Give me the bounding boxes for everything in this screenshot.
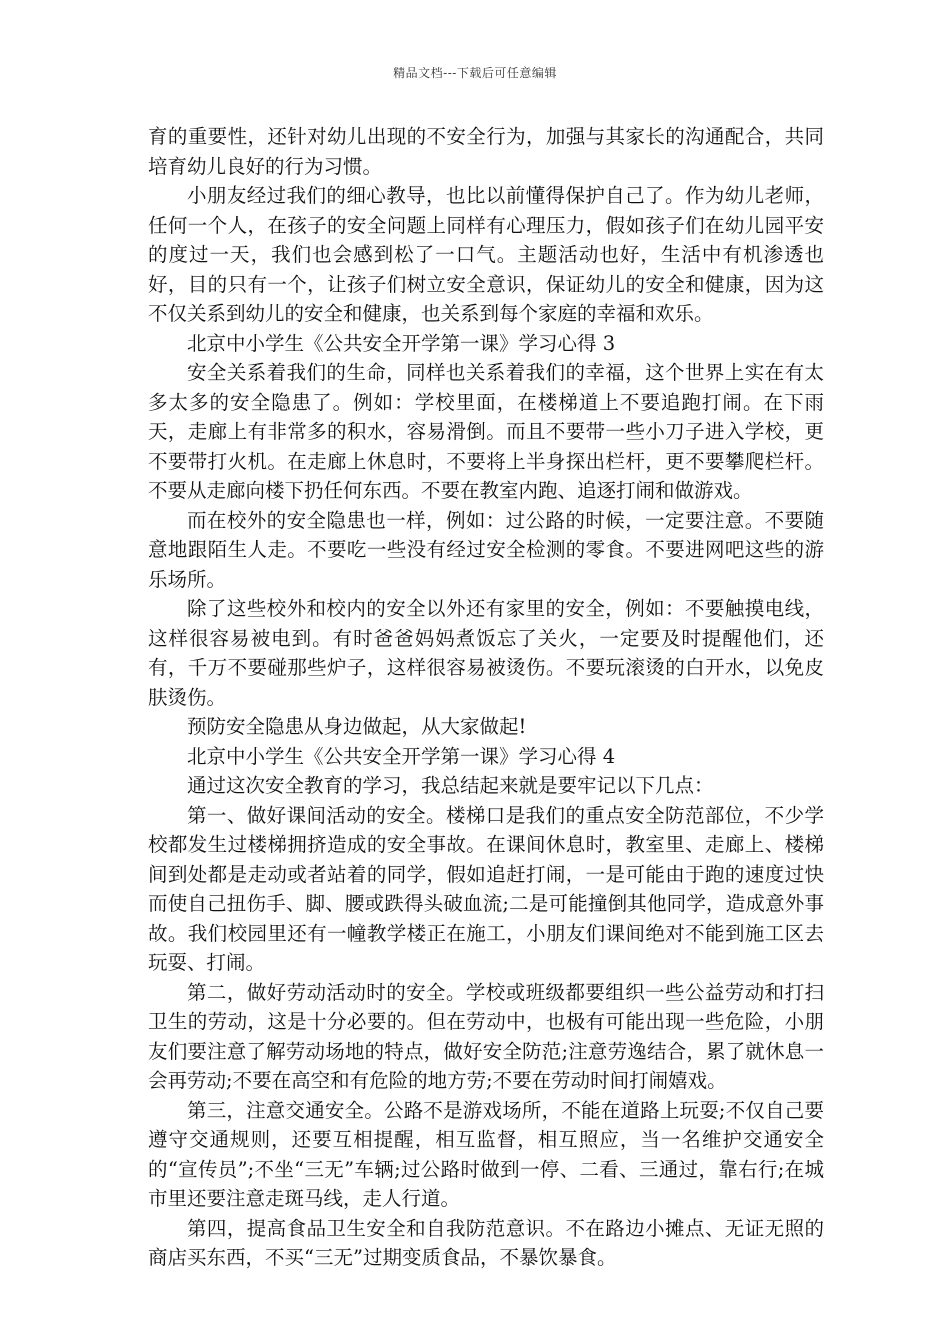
paragraph: 安全关系着我们的生命，同样也关系着我们的幸福，这个世界上实在有太多太多的安全隐患了。例如：学校里面，在楼梯道上不要追跑打闹。在下雨天，走廊上有非常多的积水，容易滑倒。而且不要带一些小刀子进入学校，更不要带打火机。在走廊上休息时，不要将上半身探出栏杆，更不要攀爬栏杆。不要从走廊向楼下扔任何东西。不要在教室内跑、追逐打闹和做游戏。 bbox=[148, 361, 824, 502]
section-heading: 北京中小学生《公共安全开学第一课》学习心得 3 bbox=[187, 331, 616, 355]
paragraph: 育的重要性，还针对幼儿出现的不安全行为，加强与其家长的沟通配合，共同培育幼儿良好的行为习惯。 bbox=[148, 125, 824, 178]
section-heading: 北京中小学生《公共安全开学第一课》学习心得 4 bbox=[187, 744, 616, 768]
paragraph: 第二，做好劳动活动时的安全。学校或班级都要组织一些公益劳动和打扫卫生的劳动，这是十分必要的。但在劳动中，也极有可能出现一些危险，小朋友们要注意了解劳动场地的特点，做好安全防范;注意劳逸结合，累了就休息一会再劳动;不要在高空和有危险的地方劳;不要在劳动时间打闹嬉戏。 bbox=[148, 980, 824, 1092]
document-body bbox=[148, 122, 824, 1273]
paragraph: 通过这次安全教育的学习，我总结起来就是要牢记以下几点： bbox=[187, 774, 714, 797]
paragraph: 第三，注意交通安全。公路不是游戏场所，不能在道路上玩耍;不仅自己要遵守交通规则，还要互相提醒，相互监督，相互照应，当一名维护交通安全的“宣传员”;不坐“三无”车辆;过公路时做到一停、二看、三通过，靠右行;在城市里还要注意走斑马线，走人行道。 bbox=[148, 1098, 824, 1210]
paragraph: 第四，提高食品卫生安全和自我防范意识。不在路边小摊点、无证无照的商店买东西，不买“三无”过期变质食品，不暴饮暴食。 bbox=[148, 1216, 824, 1269]
paragraph: 第一、做好课间活动的安全。楼梯口是我们的重点安全防范部位，不少学校都发生过楼梯拥挤造成的安全事故。在课间休息时，教室里、走廊上、楼梯间到处都是走动或者站着的同学，假如追赶打闹，一是可能由于跑的速度过快而使自己扭伤手、脚、腰或跌得头破血流;二是可能撞倒其他同学，造成意外事故。我们校园里还有一幢教学楼正在施工，小朋友们课间绝对不能到施工区去玩耍、打闹。 bbox=[148, 803, 824, 974]
paragraph: 而在校外的安全隐患也一样，例如：过公路的时候，一定要注意。不要随意地跟陌生人走。不要吃一些没有经过安全检测的零食。不要进网吧这些的游乐场所。 bbox=[148, 508, 824, 591]
paragraph: 预防安全隐患从身边做起，从大家做起! bbox=[187, 715, 527, 738]
page-header: 精品文档---下载后可任意编辑 bbox=[393, 66, 557, 80]
paragraph: 小朋友经过我们的细心教导，也比以前懂得保护自己了。作为幼儿老师，任何一个人，在孩子的安全问题上同样有心理压力，假如孩子们在幼儿园平安的度过一天，我们也会感到松了一口气。主题活动也好，生活中有机渗透也好，目的只有一个，让孩子们树立安全意识，保证幼儿的安全和健康，因为这不仅关系到幼儿的安全和健康，也关系到每个家庭的幸福和欢乐。 bbox=[148, 184, 824, 325]
paragraph: 除了这些校外和校内的安全以外还有家里的安全，例如：不要触摸电线，这样很容易被电到。有时爸爸妈妈煮饭忘了关火，一定要及时提醒他们，还有，千万不要碰那些炉子，这样很容易被烫伤。不要玩滚烫的白开水，以免皮肤烫伤。 bbox=[148, 597, 824, 709]
